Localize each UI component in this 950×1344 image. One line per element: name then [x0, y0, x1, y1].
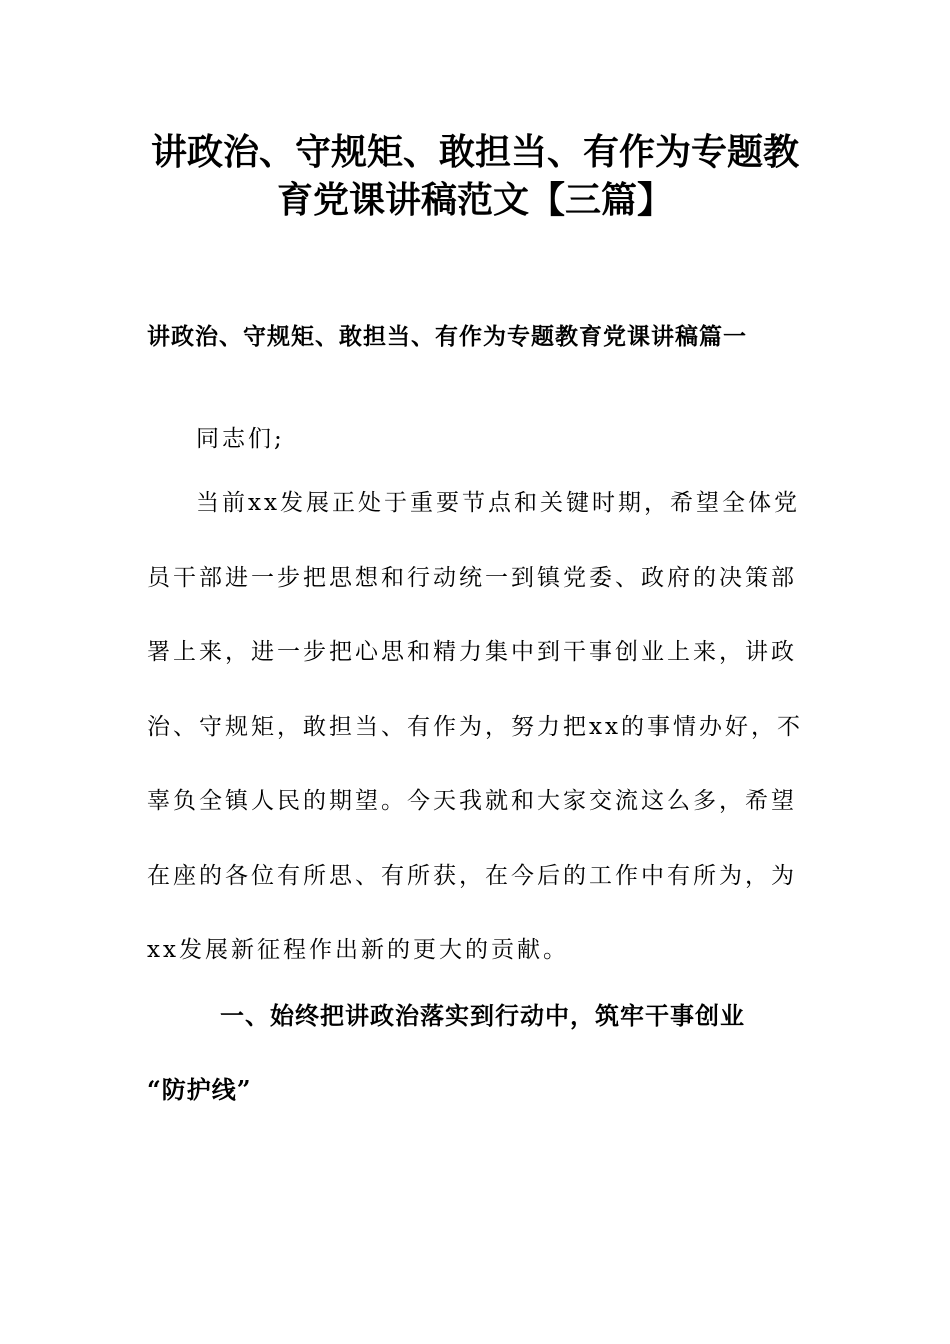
paragraph-line: 治、守规矩，敢担当、有作为，努力把xx的事情办好，不: [147, 714, 803, 740]
paragraph-line: 当前xx发展正处于重要节点和关键时期，希望全体党: [196, 490, 800, 516]
salutation: 同志们;: [196, 426, 285, 452]
document-title-line-1: 讲政治、守规矩、敢担当、有作为专题教: [150, 131, 799, 173]
paragraph-line: 员干部进一步把思想和行动统一到镇党委、政府的决策部: [147, 565, 797, 591]
section-heading-line-1: 一、始终把讲政治落实到行动中，筑牢干事创业: [220, 1001, 745, 1030]
section-title: 讲政治、守规矩、敢担当、有作为专题教育党课讲稿篇一: [147, 323, 747, 350]
document-title-line-2: 育党课讲稿范文【三篇】: [276, 179, 673, 221]
paragraph-line: xx发展新征程作出新的更大的贡献。: [147, 937, 569, 963]
paragraph-line: 署上来，进一步把心思和精力集中到干事创业上来，讲政: [147, 639, 797, 665]
paragraph-line: 辜负全镇人民的期望。今天我就和大家交流这么多，希望: [147, 788, 797, 814]
paragraph-line: 在座的各位有所思、有所获，在今后的工作中有所为，为: [147, 863, 797, 889]
section-heading-line-2: “防护线”: [147, 1075, 252, 1104]
